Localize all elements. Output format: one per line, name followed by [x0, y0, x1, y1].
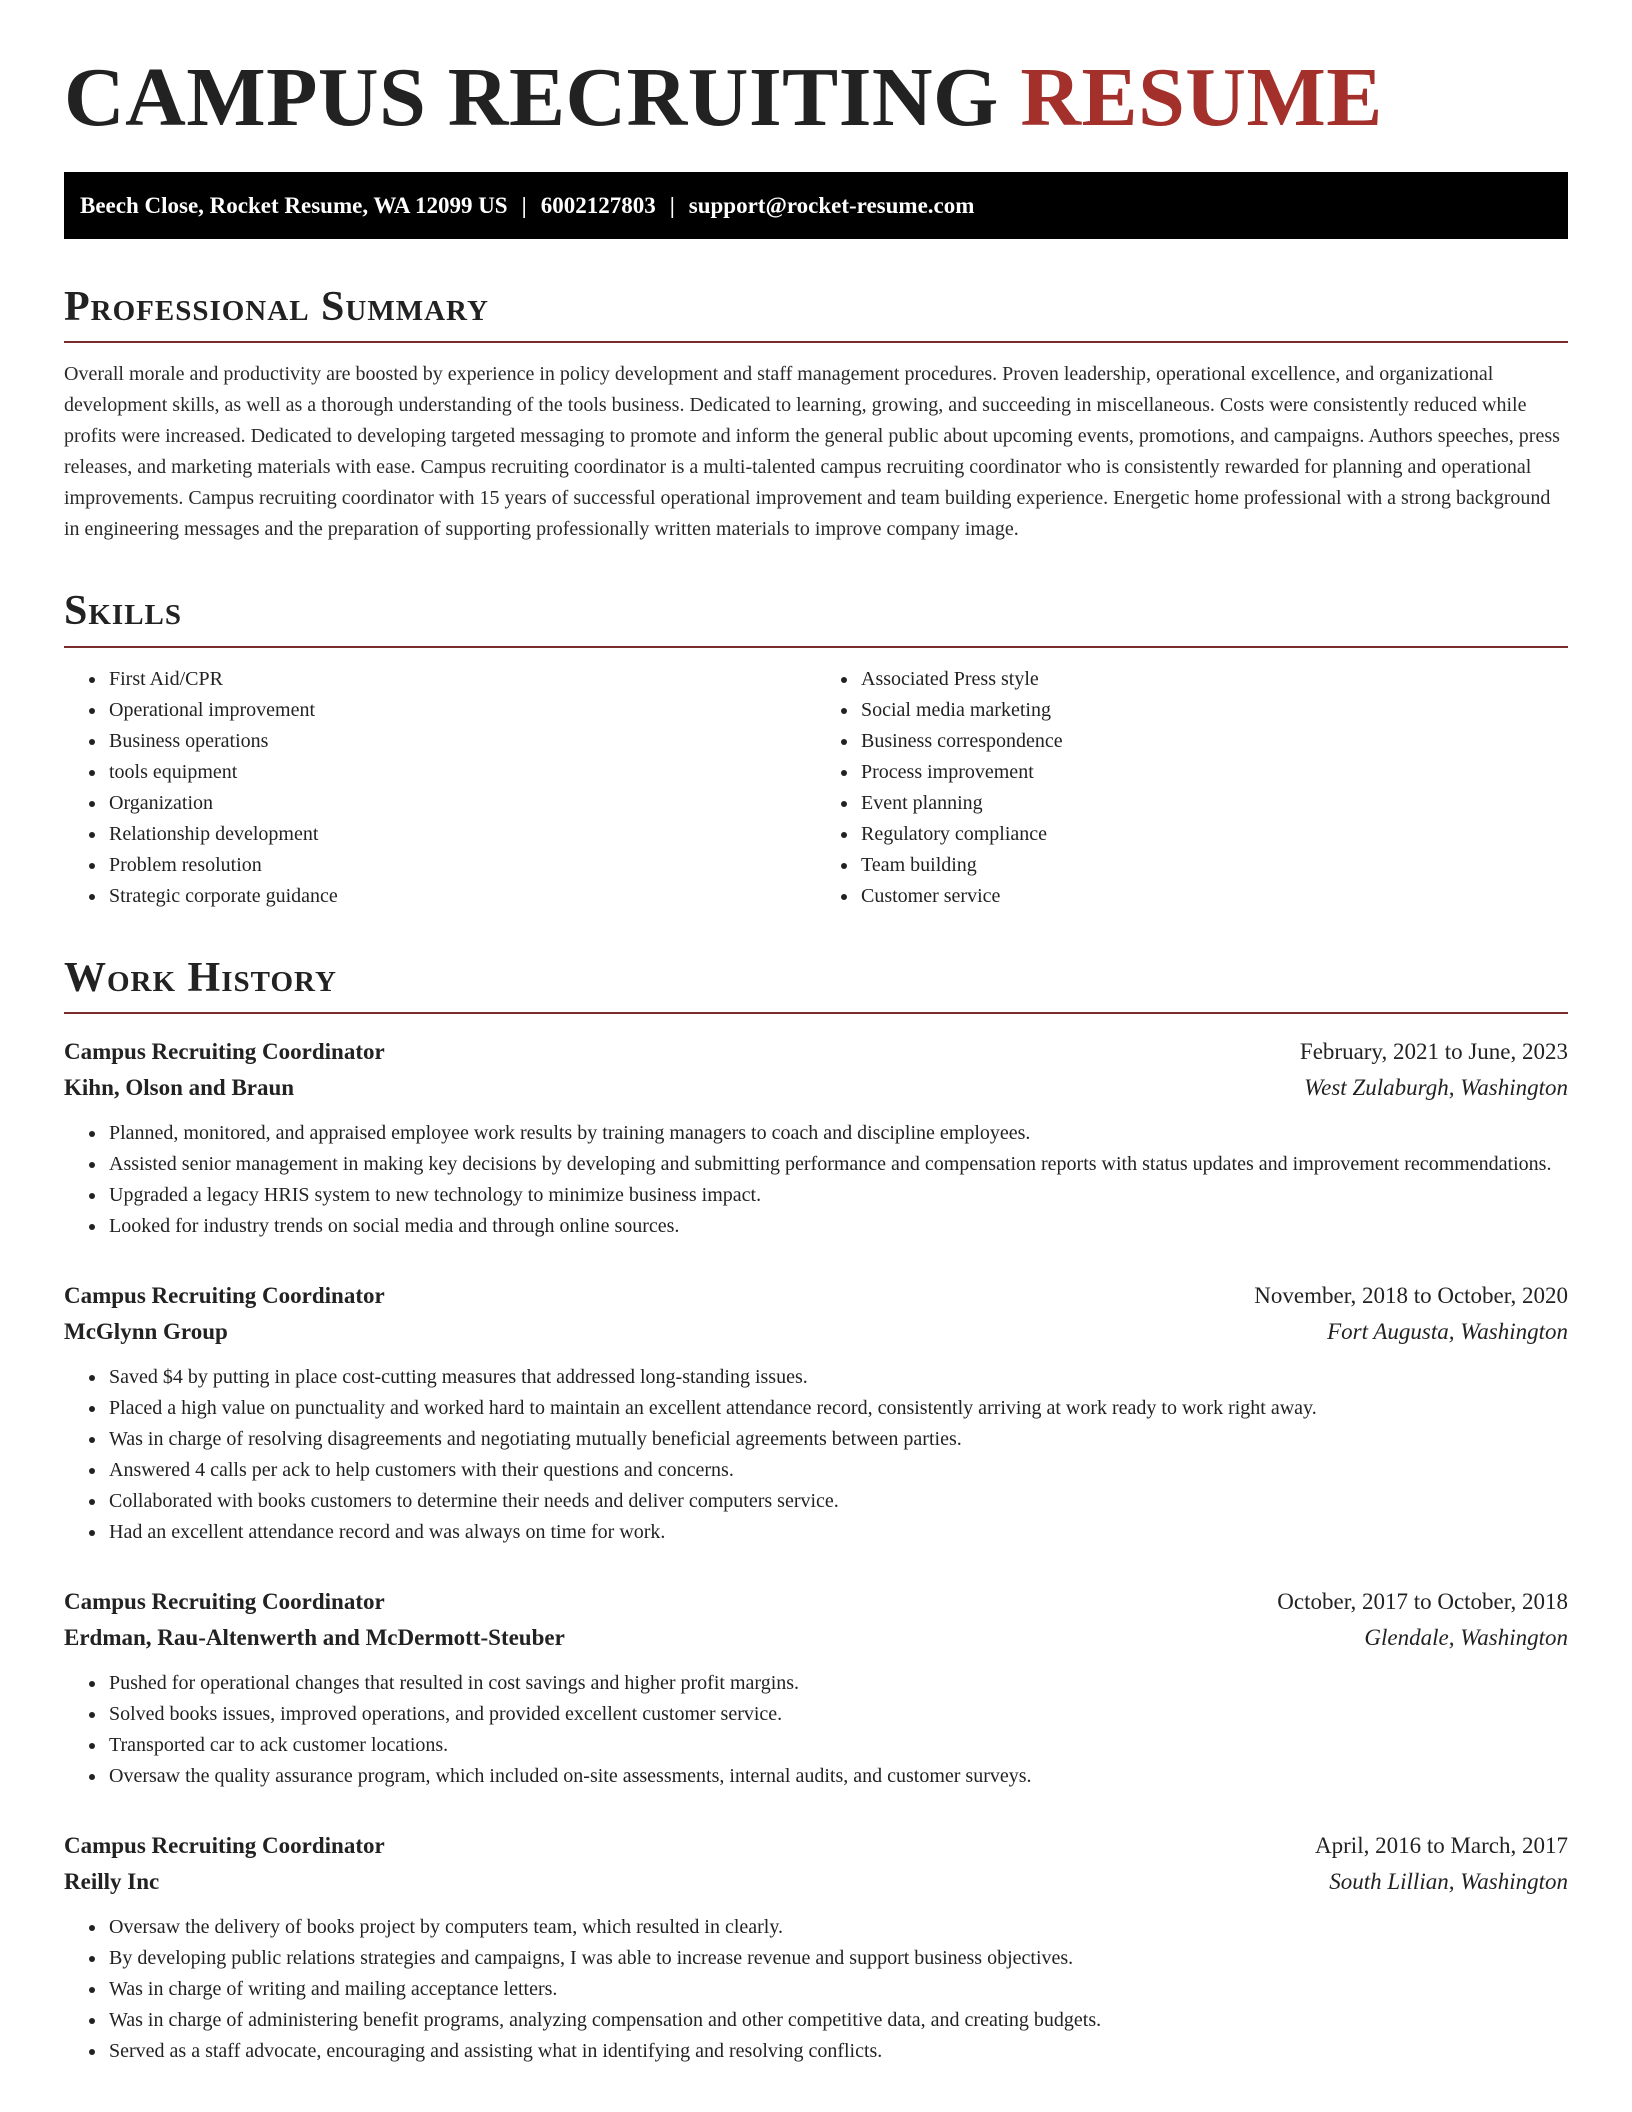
job-bullet: • Planned, monitored, and appraised employee work results by training managers to coach and discipline employees. [107, 1118, 1568, 1149]
contact-phone: 6002127803 [540, 193, 656, 219]
job-company-row [64, 1620, 1568, 1656]
skill-item: • Team building [859, 850, 1568, 881]
skill-item: • Regulatory compliance [859, 819, 1568, 850]
skill-item: • Problem resolution [107, 850, 816, 881]
job-entry [64, 1584, 1568, 1792]
contact-address: Beech Close, Rocket Resume, WA 12099 US [80, 193, 508, 219]
skills-column-left [64, 664, 816, 912]
summary-text: Overall morale and productivity are boosted by experience in policy development and staff management procedures. Proven leadership, operational excellence, and organizational development skills, as well as a thorough understanding of the tools business. Dedicated to learning, growing, and succeeding in miscellaneous. Costs were consistently reduced while profits were increased. Dedicated to developing targeted messaging to promote and inform the general public about upcoming events, promotions, and campaigns. Authors speeches, press releases, and marketing materials with ease. Campus recruiting coordinator is a multi-talented campus recruiting coordinator who is consistently rewarded for planning and operational improvements. Campus recruiting coordinator with 15 years of successful operational improvement and team building experience. Energetic home professional with a strong background in engineering messages and the preparation of supporting professionally written materials to improve company image. [64, 363, 1560, 541]
job-dates: November, 2018 to October, 2020 [1254, 1282, 1568, 1308]
skill-item: • Social media marketing [859, 695, 1568, 726]
job-location: West Zulaburgh, Washington [1304, 1074, 1568, 1100]
job-bullet: • Answered 4 calls per ack to help customers with their questions and concerns. [107, 1455, 1568, 1486]
job-bullet: • Assisted senior management in making key decisions by developing and submitting performance and compensation reports with status updates and improvement recommendations. [107, 1149, 1568, 1180]
work-history-list [64, 1034, 1568, 2067]
job-bullet: • Placed a high value on punctuality and worked hard to maintain an excellent attendance record, consistently arriving at work ready to work right away. [107, 1393, 1568, 1424]
job-bullet: • Oversaw the delivery of books project by computers team, which resulted in clearly. [107, 1912, 1568, 1943]
skill-item: • Customer service [859, 881, 1568, 912]
contact-separator: | [669, 193, 675, 219]
skill-item: • Strategic corporate guidance [107, 881, 816, 912]
job-bullet: • Transported car to ack customer locations. [107, 1730, 1568, 1761]
skill-item: • Organization [107, 788, 816, 819]
job-bullet: • Was in charge of writing and mailing acceptance letters. [107, 1974, 1568, 2005]
summary-heading: Professional Summary [64, 285, 1568, 343]
skill-item: • tools equipment [107, 757, 816, 788]
job-entry [64, 1278, 1568, 1548]
resume-title [64, 52, 1568, 144]
job-company: Kihn, Olson and Braun [64, 1074, 295, 1100]
skill-item: • Operational improvement [107, 695, 816, 726]
job-bullet: • Solved books issues, improved operations, and provided excellent customer service. [107, 1699, 1568, 1730]
job-location: South Lillian, Washington [1329, 1868, 1568, 1894]
skills-heading: Skills [64, 589, 1568, 647]
job-bullet: • Saved $4 by putting in place cost-cutting measures that addressed long-standing issues. [107, 1362, 1568, 1393]
job-title: Campus Recruiting Coordinator [64, 1588, 385, 1614]
job-header-row [64, 1584, 1568, 1620]
job-bullet: • Was in charge of administering benefit programs, analyzing compensation and other competitive data, and creating budgets. [107, 2005, 1568, 2036]
skills-list [64, 664, 1568, 912]
job-bullet: • Collaborated with books customers to determine their needs and deliver computers service. [107, 1486, 1568, 1517]
contact-email[interactable]: support@rocket-resume.com [688, 193, 975, 219]
skill-item: • Business operations [107, 726, 816, 757]
job-header-row [64, 1034, 1568, 1070]
job-dates: October, 2017 to October, 2018 [1277, 1588, 1568, 1614]
job-header-row [64, 1828, 1568, 1864]
skill-item: • First Aid/CPR [107, 664, 816, 695]
job-location: Fort Augusta, Washington [1327, 1318, 1568, 1344]
skills-column-right [816, 664, 1568, 912]
job-title: Campus Recruiting Coordinator [64, 1038, 385, 1064]
job-company-row [64, 1070, 1568, 1106]
job-bullets [64, 1362, 1568, 1548]
contact-bar [64, 172, 1568, 239]
job-dates: February, 2021 to June, 2023 [1299, 1038, 1568, 1064]
job-company-row [64, 1314, 1568, 1350]
skill-item: • Associated Press style [859, 664, 1568, 695]
skill-item: • Process improvement [859, 757, 1568, 788]
job-company: Reilly Inc [64, 1868, 160, 1894]
skill-item: • Event planning [859, 788, 1568, 819]
job-company: McGlynn Group [64, 1318, 228, 1344]
job-bullet: • Looked for industry trends on social media and through online sources. [107, 1211, 1568, 1242]
job-entry [64, 1828, 1568, 2067]
job-bullet: • Had an excellent attendance record and was always on time for work. [107, 1517, 1568, 1548]
job-bullet: • Upgraded a legacy HRIS system to new technology to minimize business impact. [107, 1180, 1568, 1211]
contact-separator: | [521, 193, 527, 219]
title-main: CAMPUS RECRUITING [64, 51, 999, 144]
skill-item: • Relationship development [107, 819, 816, 850]
job-location: Glendale, Washington [1364, 1624, 1568, 1650]
job-title: Campus Recruiting Coordinator [64, 1282, 385, 1308]
skill-item: • Business correspondence [859, 726, 1568, 757]
job-bullet: • Served as a staff advocate, encouraging and assisting what in identifying and resolving conflicts. [107, 2036, 1568, 2067]
job-bullet: • Pushed for operational changes that resulted in cost savings and higher profit margins. [107, 1668, 1568, 1699]
job-dates: April, 2016 to March, 2017 [1315, 1832, 1568, 1858]
job-bullet: • Oversaw the quality assurance program, which included on-site assessments, internal audits, and customer surveys. [107, 1761, 1568, 1792]
job-company: Erdman, Rau-Altenwerth and McDermott-Steuber [64, 1624, 565, 1650]
job-entry [64, 1034, 1568, 1242]
title-accent: RESUME [1020, 51, 1383, 144]
job-bullets [64, 1118, 1568, 1242]
job-title: Campus Recruiting Coordinator [64, 1832, 385, 1858]
job-bullet: • By developing public relations strategies and campaigns, I was able to increase revenue and support business objectives. [107, 1943, 1568, 1974]
job-company-row [64, 1864, 1568, 1900]
job-bullet: • Was in charge of resolving disagreements and negotiating mutually beneficial agreements between parties. [107, 1424, 1568, 1455]
work-history-heading: Work History [64, 956, 1568, 1014]
job-bullets [64, 1912, 1568, 2067]
job-bullets [64, 1668, 1568, 1792]
job-header-row [64, 1278, 1568, 1314]
